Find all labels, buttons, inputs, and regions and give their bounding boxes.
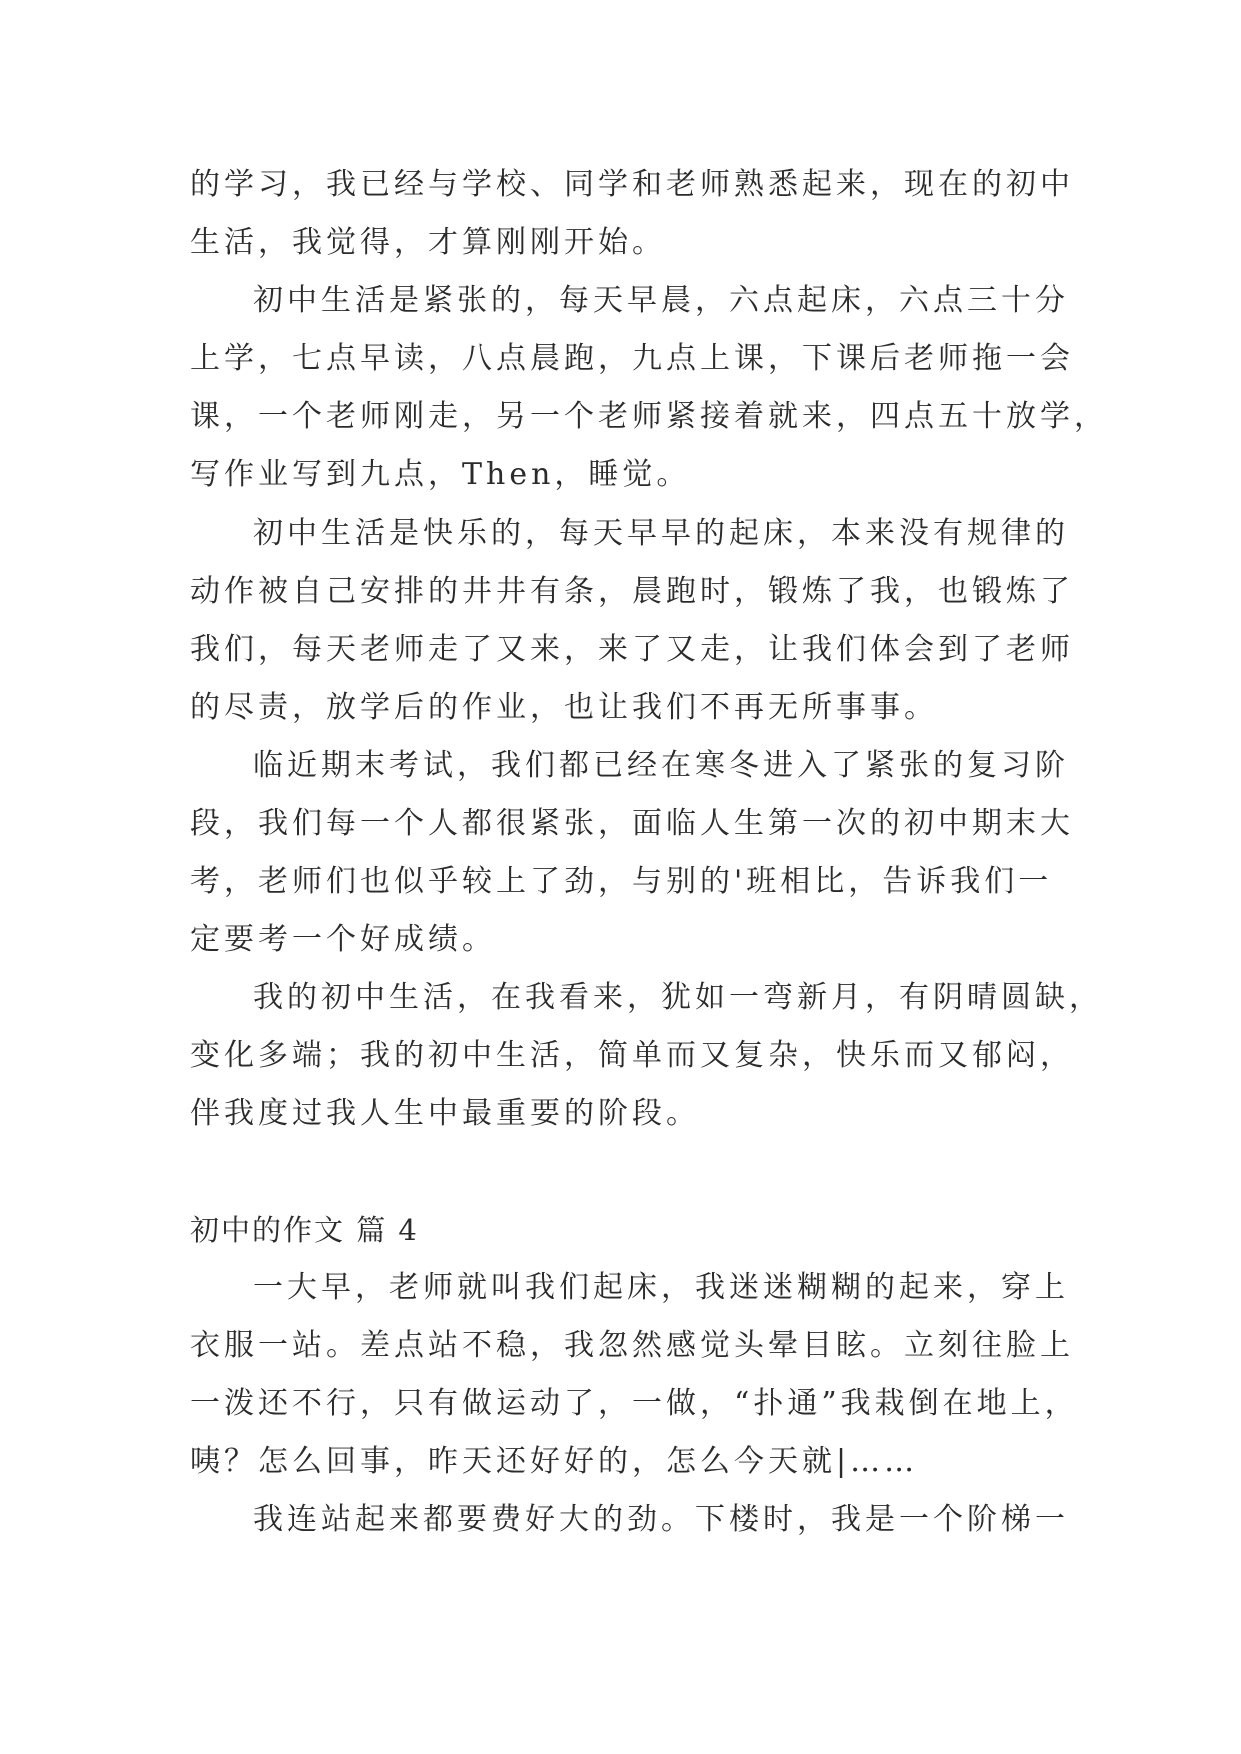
paragraph-line: 伴我度过我人生中最重要的阶段。 bbox=[190, 1096, 700, 1131]
paragraph-line: 我连站起来都要费好大的劲。下楼时，我是一个阶梯一 bbox=[253, 1502, 1069, 1537]
paragraph-line: 我的初中生活，在我看来，犹如一弯新月，有阴晴圆缺， bbox=[253, 980, 1103, 1015]
paragraph-line: 临近期末考试，我们都已经在寒冬进入了紧张的复习阶 bbox=[253, 748, 1069, 783]
paragraph-line: 衣服一站。差点站不稳，我忽然感觉头晕目眩。立刻往脸上 bbox=[190, 1328, 1074, 1363]
paragraph-line: 段，我们每一个人都很紧张，面临人生第一次的初中期末大 bbox=[190, 806, 1074, 841]
paragraph-line: 课，一个老师刚走，另一个老师紧接着就来，四点五十放学， bbox=[190, 399, 1108, 434]
paragraph-line: 定要考一个好成绩。 bbox=[190, 922, 496, 957]
paragraph-line: 咦？怎么回事，昨天还好好的，怎么今天就|…… bbox=[190, 1444, 919, 1479]
section-heading: 初中的作文 篇 4 bbox=[190, 1213, 419, 1247]
paragraph-line: 的学习，我已经与学校、同学和老师熟悉起来，现在的初中 bbox=[190, 167, 1074, 202]
paragraph-line: 考，老师们也似乎较上了劲，与别的'班相比，告诉我们一 bbox=[190, 864, 1053, 899]
paragraph-line: 生活，我觉得，才算刚刚开始。 bbox=[190, 225, 666, 260]
paragraph-line: 上学，七点早读，八点晨跑，九点上课，下课后老师拖一会 bbox=[190, 341, 1074, 376]
paragraph-line: 初中生活是快乐的，每天早早的起床，本来没有规律的 bbox=[253, 516, 1069, 551]
paragraph-line: 动作被自己安排的井井有条，晨跑时，锻炼了我，也锻炼了 bbox=[190, 574, 1074, 609]
paragraph-line: 我们，每天老师走了又来，来了又走，让我们体会到了老师 bbox=[190, 632, 1074, 667]
paragraph-line: 的尽责，放学后的作业，也让我们不再无所事事。 bbox=[190, 690, 938, 725]
paragraph-line: 写作业写到九点，Then，睡觉。 bbox=[190, 457, 691, 492]
paragraph-line: 初中生活是紧张的，每天早晨，六点起床，六点三十分 bbox=[253, 283, 1069, 318]
paragraph-line: 变化多端；我的初中生活，简单而又复杂，快乐而又郁闷， bbox=[190, 1038, 1074, 1073]
paragraph-line: 一大早，老师就叫我们起床，我迷迷糊糊的起来，穿上 bbox=[253, 1270, 1069, 1305]
paragraph-line: 一泼还不行，只有做运动了，一做，“扑通”我栽倒在地上， bbox=[190, 1386, 1079, 1421]
